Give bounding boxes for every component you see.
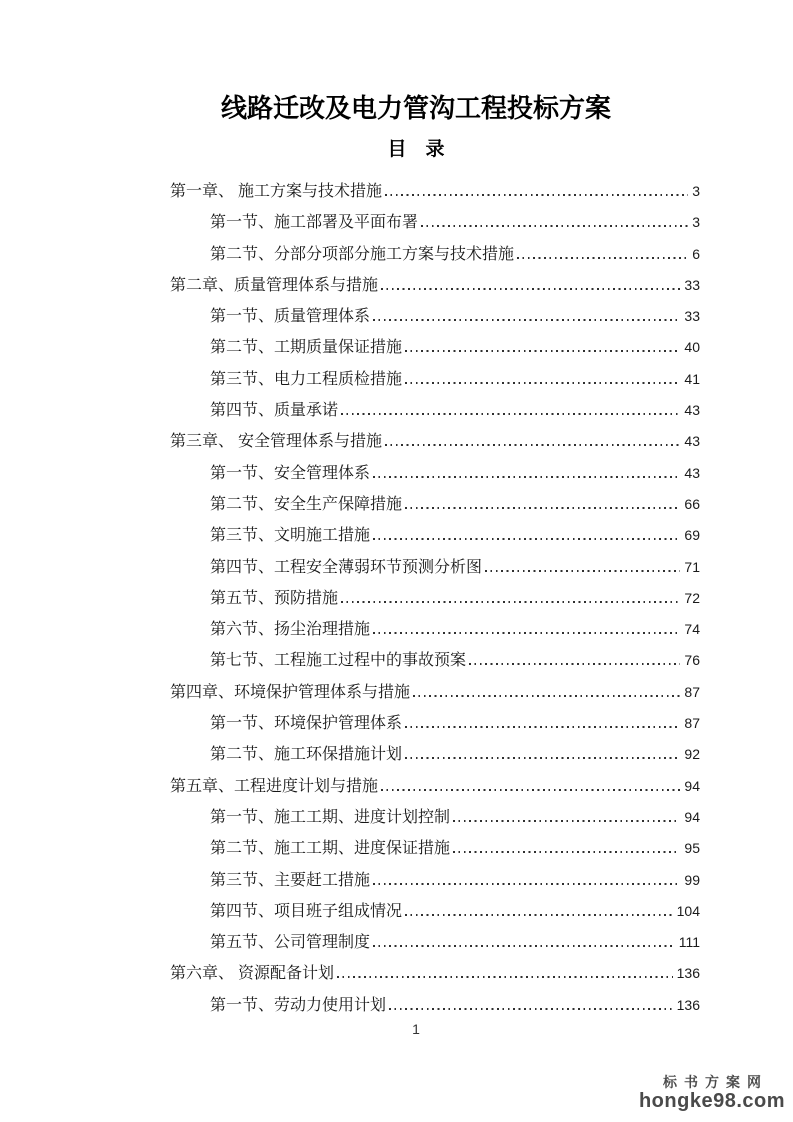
toc-entry xyxy=(132,645,700,676)
toc-dot-leader xyxy=(405,757,680,759)
toc-entry-label: 第一节、环境保护管理体系 xyxy=(210,715,403,733)
toc-entry-label: 第四章、环境保护管理体系与措施 xyxy=(170,683,411,701)
toc-entry-page: 92 xyxy=(684,746,700,763)
toc-entry xyxy=(132,990,700,1021)
toc-entry xyxy=(132,583,700,614)
toc-dot-leader xyxy=(337,976,673,978)
toc-entry-page: 95 xyxy=(684,840,700,857)
toc-entry xyxy=(132,552,700,583)
toc-dot-leader xyxy=(381,288,680,290)
toc-entry xyxy=(132,239,700,270)
toc-entry xyxy=(132,708,700,739)
toc-entry-page: 69 xyxy=(684,527,700,544)
toc-entry-page: 74 xyxy=(684,621,700,638)
toc-dot-leader xyxy=(405,726,680,728)
toc-entry xyxy=(132,614,700,645)
toc-entry xyxy=(132,771,700,802)
toc-entry xyxy=(132,677,700,708)
toc-dot-leader xyxy=(385,444,680,446)
toc-heading: 目 录 xyxy=(387,139,445,160)
toc-entry-label: 第五节、预防措施 xyxy=(210,589,339,607)
toc-entry xyxy=(132,301,700,332)
toc-entry-page: 104 xyxy=(676,902,700,919)
toc-list xyxy=(132,176,700,1021)
toc-dot-leader xyxy=(453,851,680,853)
toc-entry xyxy=(132,395,700,426)
toc-dot-leader xyxy=(485,570,680,572)
toc-dot-leader xyxy=(421,225,688,227)
toc-entry-page: 3 xyxy=(692,183,700,199)
toc-dot-leader xyxy=(341,601,680,603)
toc-entry-label: 第三节、主要赶工措施 xyxy=(210,871,371,889)
toc-entry-page: 71 xyxy=(684,558,700,575)
toc-entry xyxy=(132,896,700,927)
toc-entry xyxy=(132,520,700,551)
toc-entry-label: 第六章、 资源配备计划 xyxy=(170,965,335,983)
toc-entry-label: 第二节、施工工期、进度保证措施 xyxy=(210,840,451,858)
toc-entry xyxy=(132,958,700,989)
toc-entry-label: 第四节、工程安全薄弱环节预测分析图 xyxy=(210,558,483,576)
toc-entry-page: 6 xyxy=(692,245,700,262)
toc-dot-leader xyxy=(405,507,680,509)
toc-entry-page: 3 xyxy=(692,214,700,231)
toc-dot-leader xyxy=(389,1008,673,1010)
toc-entry-label: 第二章、质量管理体系与措施 xyxy=(170,276,379,294)
toc-entry-label: 第五章、工程进度计划与措施 xyxy=(170,777,379,795)
toc-entry-page: 41 xyxy=(684,370,700,387)
toc-entry-label: 第一节、施工工期、进度计划控制 xyxy=(210,808,451,826)
toc-entry-label: 第四节、质量承诺 xyxy=(210,402,339,420)
toc-entry-label: 第二节、安全生产保障措施 xyxy=(210,495,403,513)
toc-dot-leader xyxy=(453,820,680,822)
toc-entry-page: 72 xyxy=(684,589,700,606)
toc-entry-label: 第三章、 安全管理体系与措施 xyxy=(170,433,383,451)
toc-dot-leader xyxy=(405,350,680,352)
toc-entry-page: 94 xyxy=(684,808,700,825)
toc-dot-leader xyxy=(469,663,680,665)
watermark-site-name: 标书方案网 xyxy=(662,1073,768,1090)
toc-entry-label: 第二节、分部分项部分施工方案与技术措施 xyxy=(210,245,515,263)
toc-entry-page: 94 xyxy=(684,777,700,794)
toc-entry-page: 43 xyxy=(684,433,700,450)
toc-entry-page: 87 xyxy=(684,683,700,700)
toc-dot-leader xyxy=(373,319,680,321)
toc-entry-page: 99 xyxy=(684,871,700,888)
toc-entry-page: 43 xyxy=(684,464,700,481)
toc-entry-label: 第二节、工期质量保证措施 xyxy=(210,339,403,357)
toc-entry-page: 66 xyxy=(684,495,700,512)
toc-entry xyxy=(132,833,700,864)
toc-entry-label: 第六节、扬尘治理措施 xyxy=(210,621,371,639)
toc-dot-leader xyxy=(405,382,680,384)
toc-entry xyxy=(132,332,700,363)
toc-dot-leader xyxy=(381,789,680,791)
toc-entry-label: 第一节、安全管理体系 xyxy=(210,464,371,482)
toc-entry-label: 第三节、文明施工措施 xyxy=(210,527,371,545)
toc-entry xyxy=(132,865,700,896)
toc-entry-page: 136 xyxy=(676,965,700,982)
toc-entry-label: 第七节、工程施工过程中的事故预案 xyxy=(210,652,467,670)
toc-entry-page: 136 xyxy=(676,996,700,1013)
toc-entry-label: 第五节、公司管理制度 xyxy=(210,934,371,952)
toc-dot-leader xyxy=(373,883,680,885)
toc-entry xyxy=(132,270,700,301)
toc-entry-label: 第三节、电力工程质检措施 xyxy=(210,370,403,388)
footer-page-number: 1 xyxy=(412,1021,420,1037)
toc-entry-label: 第四节、项目班子组成情况 xyxy=(210,902,403,920)
toc-dot-leader xyxy=(373,538,680,540)
toc-entry-page: 111 xyxy=(678,934,700,951)
toc-entry xyxy=(132,489,700,520)
toc-entry xyxy=(132,426,700,457)
toc-entry-page: 87 xyxy=(684,715,700,732)
document-title: 线路迁改及电力管沟工程投标方案 xyxy=(220,94,611,123)
toc-entry xyxy=(132,364,700,395)
toc-entry xyxy=(132,739,700,770)
toc-entry-page: 43 xyxy=(684,402,700,419)
toc-dot-leader xyxy=(373,632,680,634)
toc-entry-label: 第一节、施工部署及平面布署 xyxy=(210,214,419,232)
toc-entry xyxy=(132,176,700,207)
toc-entry-page: 40 xyxy=(684,339,700,356)
toc-dot-leader xyxy=(373,476,680,478)
toc-entry xyxy=(132,802,700,833)
toc-entry-label: 第二节、施工环保措施计划 xyxy=(210,746,403,764)
toc-entry xyxy=(132,207,700,238)
watermark-site-url: hongke98.com xyxy=(638,1090,785,1112)
toc-entry-page: 33 xyxy=(684,276,700,293)
toc-dot-leader xyxy=(413,695,680,697)
toc-entry xyxy=(132,927,700,958)
toc-dot-leader xyxy=(341,413,680,415)
toc-entry-label: 第一节、劳动力使用计划 xyxy=(210,996,387,1014)
toc-entry-label: 第一章、 施工方案与技术措施 xyxy=(170,183,383,200)
toc-entry xyxy=(132,458,700,489)
toc-dot-leader xyxy=(405,914,673,916)
toc-entry-page: 76 xyxy=(684,652,700,669)
toc-dot-leader xyxy=(373,945,675,947)
watermark xyxy=(639,1075,785,1112)
toc-entry-label: 第一节、质量管理体系 xyxy=(210,308,371,326)
toc-entry-page: 33 xyxy=(684,308,700,325)
toc-dot-leader xyxy=(385,194,688,196)
toc-dot-leader xyxy=(517,257,688,259)
